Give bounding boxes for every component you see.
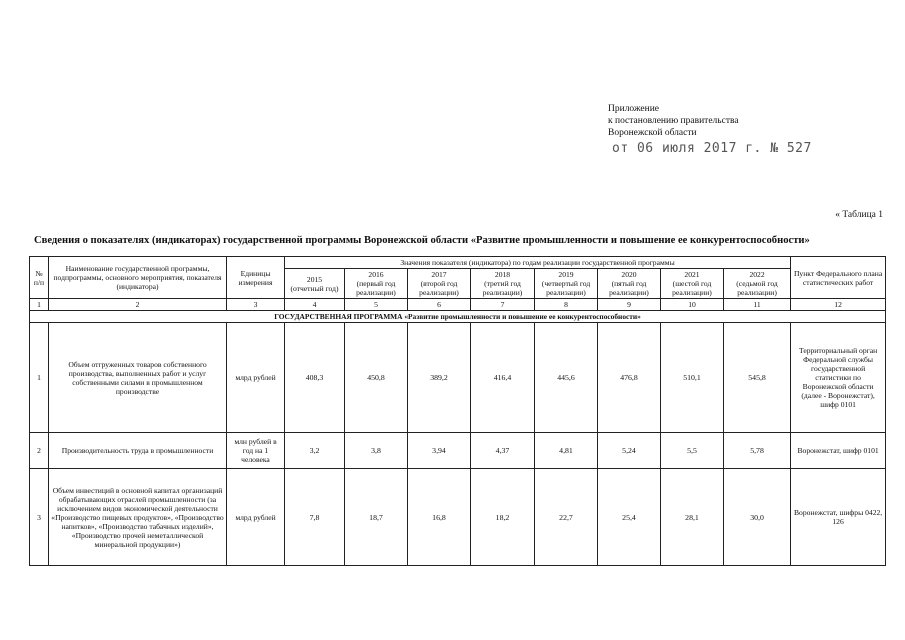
appendix-line-2: к постановлению правительства (608, 116, 739, 126)
row-value: 28,1 (661, 469, 724, 566)
column-number: 4 (285, 299, 345, 311)
row-value: 18,2 (471, 469, 535, 566)
header-num: № п/п (30, 257, 49, 299)
decree-date-stamp: от 06 июля 2017 г. № 527 (612, 141, 812, 156)
row-value: 5,5 (661, 433, 724, 469)
table-row (30, 323, 886, 433)
table-label: « Таблица 1 (835, 210, 883, 220)
appendix-note (608, 103, 739, 139)
row-value: 450,8 (345, 323, 408, 433)
row-value: 5,24 (598, 433, 661, 469)
appendix-line-3: Воронежской области (608, 128, 697, 138)
row-value: 4,81 (535, 433, 598, 469)
column-number: 2 (49, 299, 227, 311)
column-numbers-row (30, 299, 886, 311)
row-value: 30,0 (724, 469, 791, 566)
row-value: 22,7 (535, 469, 598, 566)
document-title: Сведения о показателях (индикаторах) государственной программы Воронежской области «Развитие промышленности и повышение ее конкурентоспособности» (34, 235, 810, 246)
row-value: 16,8 (408, 469, 471, 566)
header-values-group: Значения показателя (индикатора) по годам реализации государственной программы (285, 257, 791, 269)
row-num: 3 (30, 469, 49, 566)
row-unit: млрд рублей (227, 323, 285, 433)
row-value: 25,4 (598, 469, 661, 566)
row-value: 416,4 (471, 323, 535, 433)
column-number: 5 (345, 299, 408, 311)
row-value: 389,2 (408, 323, 471, 433)
section-title: ГОСУДАРСТВЕННАЯ ПРОГРАММА «Развитие промышленности и повышение ее конкурентоспособности» (30, 311, 886, 323)
row-source: Воронежстат, шифр 0101 (791, 433, 886, 469)
row-value: 7,8 (285, 469, 345, 566)
appendix-line-1: Приложение (608, 104, 659, 114)
column-number: 8 (535, 299, 598, 311)
row-value: 3,8 (345, 433, 408, 469)
row-value: 3,94 (408, 433, 471, 469)
column-number: 1 (30, 299, 49, 311)
column-number: 12 (791, 299, 886, 311)
row-source: Воронежстат, шифры 0422, 126 (791, 469, 886, 566)
year-header: 2020 (пятый год реализации) (598, 269, 661, 299)
row-value: 445,6 (535, 323, 598, 433)
column-number: 10 (661, 299, 724, 311)
row-name: Объем отгруженных товаров собственного производства, выполненных работ и услуг собственными силами в промышленном производстве (49, 323, 227, 433)
row-unit: млн рублей в год на 1 человека (227, 433, 285, 469)
column-number: 3 (227, 299, 285, 311)
table-row (30, 469, 886, 566)
row-source: Территориальный орган Федеральной службы государственной статистики по Воронежской области (далее - Воронежстат), шифр 0101 (791, 323, 886, 433)
section-row (30, 311, 886, 323)
row-num: 1 (30, 323, 49, 433)
header-name: Наименование государственной программы, подпрограммы, основного мероприятия, показателя (индикатора) (49, 257, 227, 299)
header-unit: Единицы измерения (227, 257, 285, 299)
year-header: 2017 (второй год реализации) (408, 269, 471, 299)
row-value: 408,3 (285, 323, 345, 433)
row-value: 3,2 (285, 433, 345, 469)
column-number: 7 (471, 299, 535, 311)
indicators-table (29, 256, 886, 566)
row-name: Производительность труда в промышленности (49, 433, 227, 469)
year-header: 2019 (четвертый год реализации) (535, 269, 598, 299)
row-unit: млрд рублей (227, 469, 285, 566)
year-header: 2022 (седьмой год реализации) (724, 269, 791, 299)
row-value: 5,78 (724, 433, 791, 469)
year-header: 2016 (первый год реализации) (345, 269, 408, 299)
table-row (30, 433, 886, 469)
column-number: 6 (408, 299, 471, 311)
row-value: 18,7 (345, 469, 408, 566)
header-source: Пункт Федерального плана статистических работ (791, 257, 886, 299)
header-row (30, 257, 886, 269)
row-value: 510,1 (661, 323, 724, 433)
row-value: 545,8 (724, 323, 791, 433)
row-value: 476,8 (598, 323, 661, 433)
year-header: 2021 (шестой год реализации) (661, 269, 724, 299)
row-value: 4,37 (471, 433, 535, 469)
year-header: 2015 (отчетный год) (285, 269, 345, 299)
row-name: Объем инвестиций в основной капитал организаций обрабатывающих отраслей промышленности (за исключением видов экономической деятельности «Производство пищевых продуктов», «Производство напитков», «Производство табачных изделий», «Производство прочей неметаллической минеральной продукции») (49, 469, 227, 566)
column-number: 11 (724, 299, 791, 311)
column-number: 9 (598, 299, 661, 311)
year-header: 2018 (третий год реализации) (471, 269, 535, 299)
row-num: 2 (30, 433, 49, 469)
